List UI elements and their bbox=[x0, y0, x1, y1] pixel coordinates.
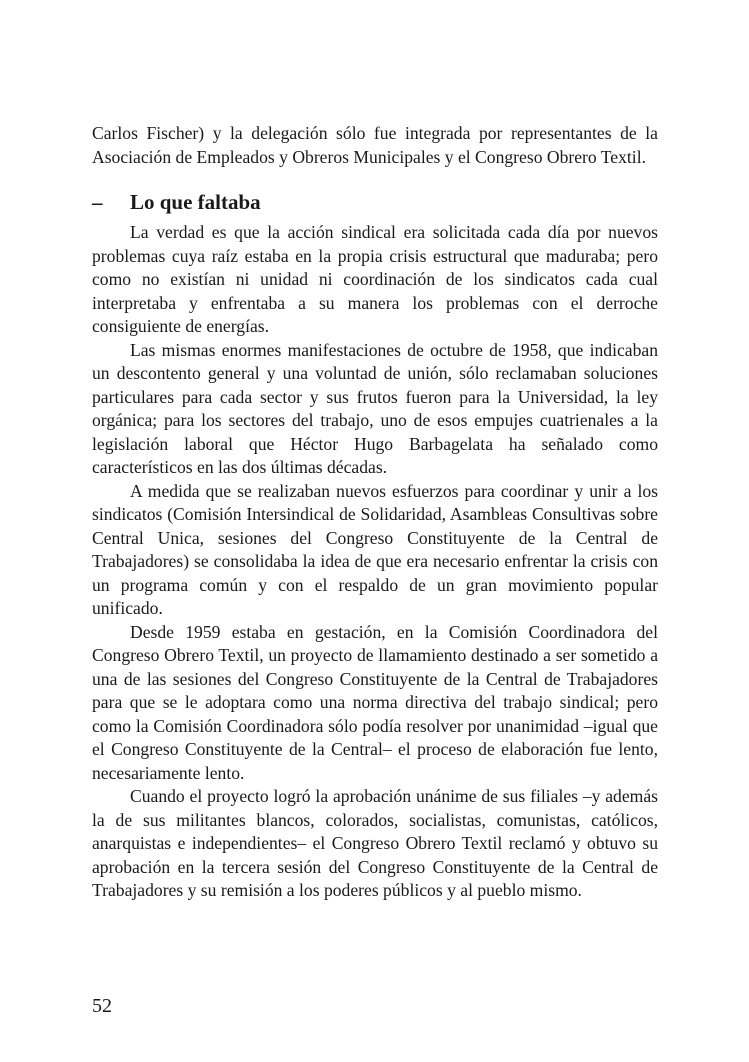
section-title: Lo que faltaba bbox=[130, 190, 261, 214]
section-heading bbox=[92, 188, 658, 216]
heading-dash: – bbox=[92, 190, 103, 214]
paragraph: Cuando el proyecto logró la aprobación unánime de sus filiales –y además la de sus militantes blancos, colorados, socialistas, comunistas, católicos, anarquistas e independientes– el Congreso Obrero Textil reclamó y obtuvo su aprobación en la tercera sesión del Congreso Constituyente de la Central de Trabajadores y su remisión a los poderes públicos y al pueblo mismo. bbox=[92, 786, 658, 900]
paragraph: Desde 1959 estaba en gestación, en la Comisión Coordinadora del Congreso Obrero Textil, un proyecto de llamamiento destinado a ser sometido a una de las sesiones del Congreso Constituyente de la Central de Trabajadores para que se le adoptara como una norma directiva del trabajo sindical; pero como la Comisión Coordinadora sólo podía resolver por unanimidad –igual que el Congreso Constituyente de la Central– el proceso de elaboración fue lento, necesariamente lento. bbox=[92, 621, 658, 783]
opening-paragraph: Carlos Fischer) y la delegación sólo fue integrada por representantes de la Asociación de Empleados y Obreros Municipales y el Congreso Obrero Textil. bbox=[92, 123, 658, 167]
page-number: 52 bbox=[92, 995, 112, 1017]
paragraph: Las mismas enormes manifestaciones de octubre de 1958, que indicaban un descontento general y una voluntad de unión, sólo reclamaban soluciones particulares para cada sector y sus frutos fueron para la Universidad, la ley orgánica; para los sectores del trabajo, uno de esos empujes cuatrienales a la legislación laboral que Héctor Hugo Barbagelata ha señalado como característicos en las dos últimas décadas. bbox=[92, 339, 658, 477]
page-body bbox=[92, 122, 658, 903]
paragraph: A medida que se realizaban nuevos esfuerzos para coordinar y unir a los sindicatos (Comisión Intersindical de Solidaridad, Asambleas Consultivas sobre Central Unica, sesiones del Congreso Constituyente de la Central de Trabajadores) se consolidaba la idea de que era necesario enfrentar la crisis con un programa común y con el respaldo de un gran movimiento popular unificado. bbox=[92, 480, 658, 618]
paragraph: La verdad es que la acción sindical era solicitada cada día por nuevos problemas cuya raíz estaba en la propia crisis estructural que maduraba; pero como no existían ni unidad ni coordinación de los sindicatos cada cual interpretaba y enfrentaba a su manera los problemas con el derroche consiguiente de energías. bbox=[92, 222, 658, 336]
